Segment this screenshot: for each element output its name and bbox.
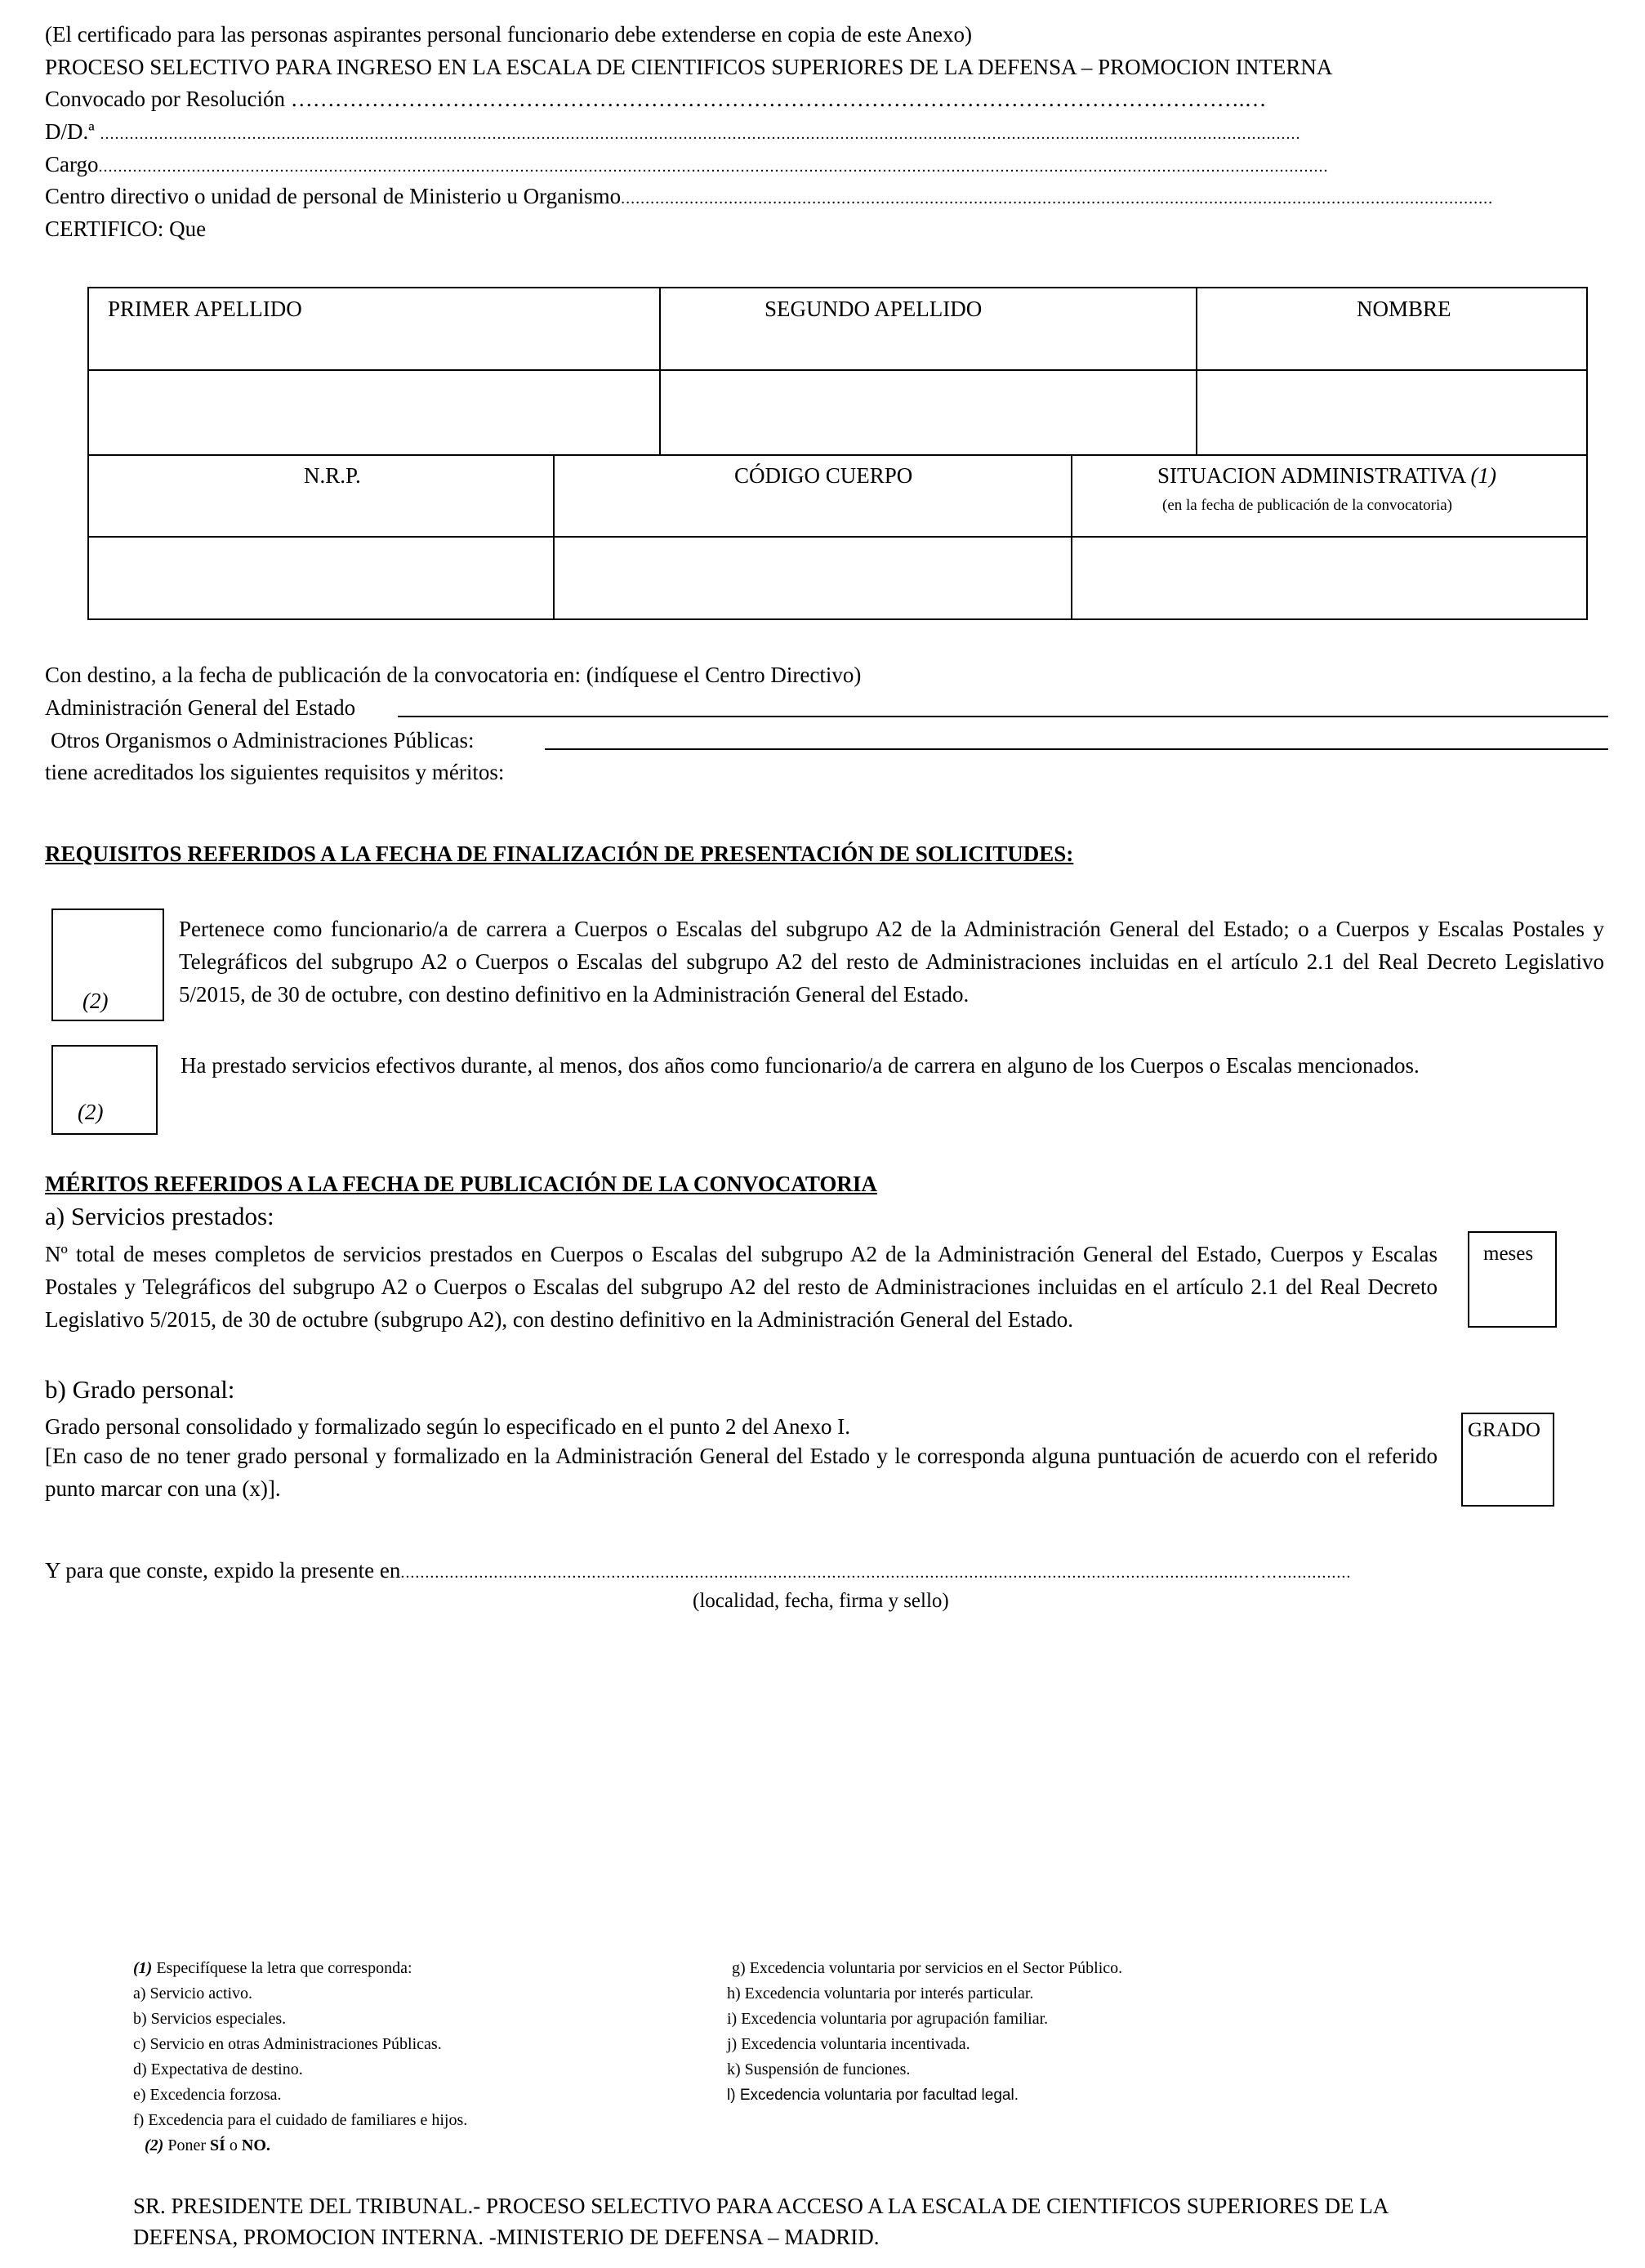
- header-note: (El certificado para las personas aspirantes personal funcionario debe extenderse en copia de este Anexo): [45, 22, 973, 47]
- requisito2-text: Ha prestado servicios efectivos durante, al menos, dos años como funcionario/a de carrera en alguno de los Cuerpos o Escalas mencionados.: [181, 1053, 1420, 1078]
- otros-input-line[interactable]: [545, 748, 1608, 750]
- requisito2-checkbox[interactable]: [51, 1045, 158, 1135]
- situacion-field[interactable]: [1073, 538, 1585, 618]
- cargo-dots[interactable]: ...........................................................................................................................................................................................................................................................: [98, 158, 1329, 176]
- footnote1-item-b: b) Servicios especiales.: [133, 2010, 287, 2028]
- admin-table-col-divider-2: [1071, 454, 1072, 620]
- segundo-apellido-header: SEGUNDO APELLIDO: [765, 297, 983, 321]
- footnote2-text: Poner: [167, 2136, 206, 2154]
- footnote2-no: NO.: [241, 2136, 270, 2154]
- footnote1-num: (1): [133, 1959, 153, 1977]
- grado-title: b) Grado personal:: [45, 1375, 235, 1404]
- requisito2-mark: (2): [78, 1100, 104, 1124]
- certifico-label: CERTIFICO: Que: [45, 217, 207, 241]
- footnote1-label: Especifíquese la letra que corresponda:: [156, 1959, 412, 1977]
- grado-label: GRADO: [1468, 1419, 1540, 1441]
- situacion-label: SITUACION ADMINISTRATIVA: [1157, 463, 1465, 488]
- meritos-title: MÉRITOS REFERIDOS A LA FECHA DE PUBLICACIÓN DE LA CONVOCATORIA: [45, 1172, 877, 1196]
- footnote2-num: (2): [145, 2136, 164, 2154]
- cargo-label: Cargo: [45, 152, 99, 176]
- destinatario-line1: SR. PRESIDENTE DEL TRIBUNAL.- PROCESO SELECTIVO PARA ACCESO A LA ESCALA DE CIENTIFICOS SUPERIORES DE LA: [133, 2194, 1389, 2218]
- admin-table-col-divider-1: [553, 454, 555, 620]
- firma-label: Y para que conste, expido la presente en: [45, 1558, 401, 1583]
- convocado-label: Convocado por Resolución: [45, 87, 285, 111]
- age-input-line[interactable]: [398, 716, 1608, 717]
- nrp-header: N.R.P.: [304, 463, 361, 488]
- requisito1-text: Pertenece como funcionario/a de carrera a Cuerpos o Escalas del subgrupo A2 de la Administración General del Estado; o a Cuerpos y Escalas Postales y Telegráficos del subgrupo A2 o Cuerpos o Escalas del subgrupo A2 del resto de Administraciones incluidas en el artículo 2.1 del Real Decreto Legislativo 5/2015, de 30 de octubre, con destino definitivo en la Administración General del Estado.: [179, 917, 1604, 1007]
- names-table-col-divider-2: [1196, 287, 1197, 456]
- centro-label: Centro directivo o unidad de personal de Ministerio u Organismo: [45, 184, 622, 208]
- dd-line: [45, 115, 1300, 150]
- requisitos-title: REQUISITOS REFERIDOS A LA FECHA DE FINALIZACIÓN DE PRESENTACIÓN DE SOLICITUDES:: [45, 842, 1074, 866]
- dd-dots[interactable]: .....................................................................................................................................................................................................................................................: [100, 125, 1301, 143]
- footnote1-item-h: h) Excedencia voluntaria por interés particular.: [727, 1984, 1034, 2002]
- tiene-acreditados: tiene acreditados los siguientes requisitos y méritos:: [45, 760, 505, 784]
- segundo-apellido-field[interactable]: [662, 372, 1194, 453]
- servicios-title: a) Servicios prestados:: [45, 1202, 274, 1230]
- footnote1-item-i: i) Excedencia voluntaria por agrupación familiar.: [727, 2010, 1049, 2028]
- situacion-note-ref: (1): [1470, 463, 1497, 488]
- centro-dots[interactable]: ..................................................................................................................................................................................: [621, 190, 1494, 208]
- meses-label: meses: [1483, 1243, 1534, 1265]
- names-table-divider: [87, 369, 1588, 371]
- nombre-field[interactable]: [1198, 372, 1585, 453]
- primer-apellido-header: PRIMER APELLIDO: [108, 297, 302, 321]
- footnote1-item-e: e) Excedencia forzosa.: [133, 2086, 282, 2104]
- situacion-header: [1157, 463, 1496, 489]
- footnote1-item-j: j) Excedencia voluntaria incentivada.: [727, 2035, 970, 2053]
- age-label: Administración General del Estado: [45, 695, 356, 720]
- footnote1-item-k: k) Suspensión de funciones.: [727, 2060, 911, 2078]
- convocado-dots[interactable]: ………………………………………………………………………………………………………………….…: [290, 87, 1267, 111]
- codigo-cuerpo-field[interactable]: [555, 538, 1069, 618]
- otros-label: Otros Organismos o Administraciones Públicas:: [51, 728, 475, 752]
- primer-apellido-field[interactable]: [90, 372, 658, 453]
- footnote1-item-a: a) Servicio activo.: [133, 1984, 253, 2002]
- grado-line1: Grado personal consolidado y formalizado según lo especificado en el punto 2 del Anexo I.: [45, 1414, 850, 1439]
- admin-table-divider: [87, 536, 1588, 538]
- firma-line: [45, 1554, 1351, 1589]
- footnote2: [145, 2133, 270, 2159]
- situacion-subheader: (en la fecha de publicación de la convocatoria): [1162, 497, 1453, 514]
- footnote1-item-g: g) Excedencia voluntaria por servicios en el Sector Público.: [732, 1959, 1123, 1977]
- names-table-col-divider-1: [659, 287, 661, 456]
- grado-line2: [En caso de no tener grado personal y formalizado en la Administración General del Estado y le corresponda alguna puntuación de acuerdo con el referido punto marcar con una (x)].: [45, 1444, 1438, 1501]
- firma-sub: (localidad, fecha, firma y sello): [693, 1590, 949, 1612]
- nrp-field[interactable]: [90, 538, 551, 618]
- firma-dots[interactable]: ............................................................................................................................................................................……...............: [400, 1564, 1352, 1582]
- servicios-text: Nº total de meses completos de servicios prestados en Cuerpos o Escalas del subgrupo A2 de la Administración General del Estado, Cuerpos y Escalas Postales y Telegráficos del subgrupo A2 o Cuerpos o Escalas del subgrupo A2 del resto de Administraciones incluidas en el artículo 2.1 del Real Decreto Legislativo 5/2015, de 30 de octubre (subgrupo A2), con destino definitivo en la Administración General del Estado.: [45, 1242, 1438, 1332]
- cargo-line: [45, 148, 1329, 183]
- codigo-cuerpo-header: CÓDIGO CUERPO: [734, 463, 913, 488]
- footnote2-o: o: [229, 2136, 238, 2154]
- requisito1-mark: (2): [82, 989, 109, 1013]
- dd-label: D/D.ª: [45, 119, 95, 144]
- centro-line: [45, 180, 1493, 215]
- footnote1-item-c: c) Servicio en otras Administraciones Públicas.: [133, 2035, 442, 2053]
- destino-intro: Con destino, a la fecha de publicación de la convocatoria en: (indíquese el Centro Directivo): [45, 663, 862, 687]
- convocado-line: [45, 83, 1266, 115]
- footnote1-item-d: d) Expectativa de destino.: [133, 2060, 303, 2078]
- footnote1-item-l: l) Excedencia voluntaria por facultad legal.: [727, 2087, 1019, 2104]
- footnote1-title: [133, 1956, 412, 1981]
- footnote2-si: SÍ: [210, 2136, 225, 2154]
- process-title: PROCESO SELECTIVO PARA INGRESO EN LA ESCALA DE CIENTIFICOS SUPERIORES DE LA DEFENSA – PROMOCION INTERNA: [45, 55, 1333, 79]
- footnote1-item-f: f) Excedencia para el cuidado de familiares e hijos.: [133, 2111, 468, 2129]
- destinatario-line2: DEFENSA, PROMOCION INTERNA. -MINISTERIO DE DEFENSA – MADRID.: [133, 2225, 880, 2249]
- nombre-header: NOMBRE: [1357, 297, 1451, 321]
